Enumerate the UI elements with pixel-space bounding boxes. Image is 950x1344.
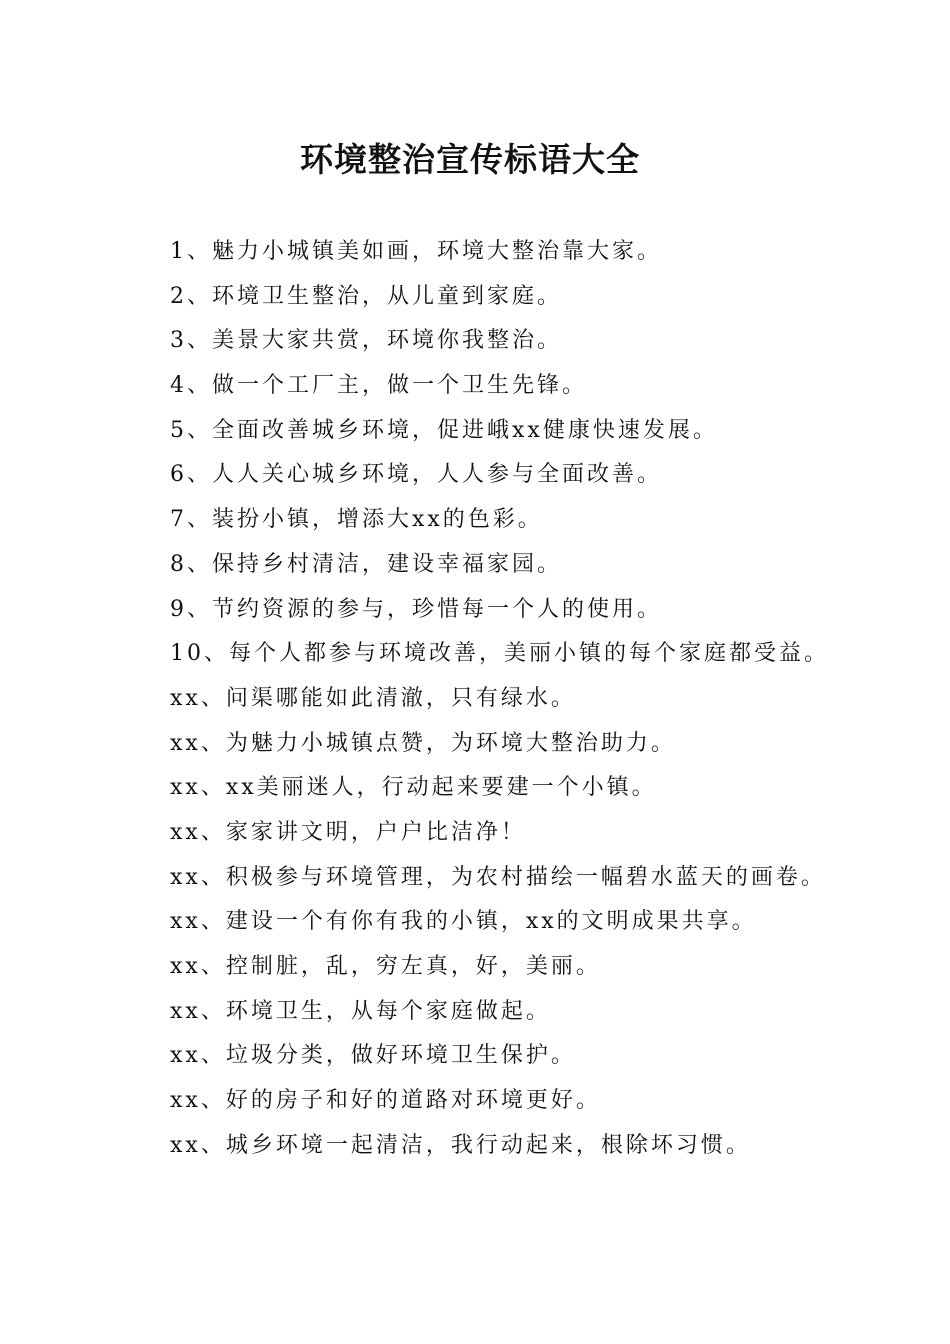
slogan-item-5: 5、全面改善城乡环境，促进峨xx健康快速发展。: [170, 417, 718, 443]
slogan-item-1: 1、魅力小城镇美如画，环境大整治靠大家。: [170, 239, 662, 264]
slogan-item-16: xx、建设一个有你有我的小镇，xx的文明成果共享。: [170, 909, 757, 935]
slogan-item-4: 4、做一个工厂主，做一个卫生先锋。: [170, 373, 587, 399]
slogan-item-10: 10、每个人都参与环境改善，美丽小镇的每个家庭都受益。: [170, 641, 829, 667]
slogan-item-6: 6、人人关心城乡环境，人人参与全面改善。: [170, 462, 662, 488]
slogan-item-21: xx、城乡环境一起清洁，我行动起来，根除坏习惯。: [170, 1132, 751, 1158]
slogan-item-11: xx、问渠哪能如此清澈，只有绿水。: [170, 685, 576, 711]
slogan-item-15: xx、积极参与环境管理，为农村描绘一幅碧水蓝天的画卷。: [170, 864, 826, 890]
slogan-item-19: xx、垃圾分类，做好环境卫生保护。: [170, 1043, 576, 1069]
page-title: 环境整治宣传标语大全: [300, 140, 640, 179]
slogan-item-9: 9、节约资源的参与，珍惜每一个人的使用。: [170, 596, 662, 622]
slogan-item-17: xx、控制脏，乱，穷左真，好，美丽。: [170, 954, 601, 979]
slogan-item-8: 8、保持乡村清洁，建设幸福家园。: [170, 551, 562, 577]
slogan-item-2: 2、环境卫生整治，从儿童到家庭。: [170, 283, 562, 309]
slogan-item-12: xx、为魅力小城镇点赞，为环境大整治助力。: [170, 730, 676, 756]
slogan-item-18: xx、环境卫生，从每个家庭做起。: [170, 998, 551, 1024]
slogan-item-20: xx、好的房子和好的道路对环境更好。: [170, 1088, 601, 1114]
slogan-list: [170, 234, 930, 1172]
slogan-item-14: xx、家家讲文明，户户比洁净！: [170, 819, 526, 845]
slogan-item-3: 3、美景大家共赏，环境你我整治。: [170, 328, 562, 354]
slogan-item-13: xx、xx美丽迷人，行动起来要建一个小镇。: [170, 775, 657, 801]
slogan-item-7: 7、装扮小镇，增添大xx的色彩。: [170, 507, 543, 533]
